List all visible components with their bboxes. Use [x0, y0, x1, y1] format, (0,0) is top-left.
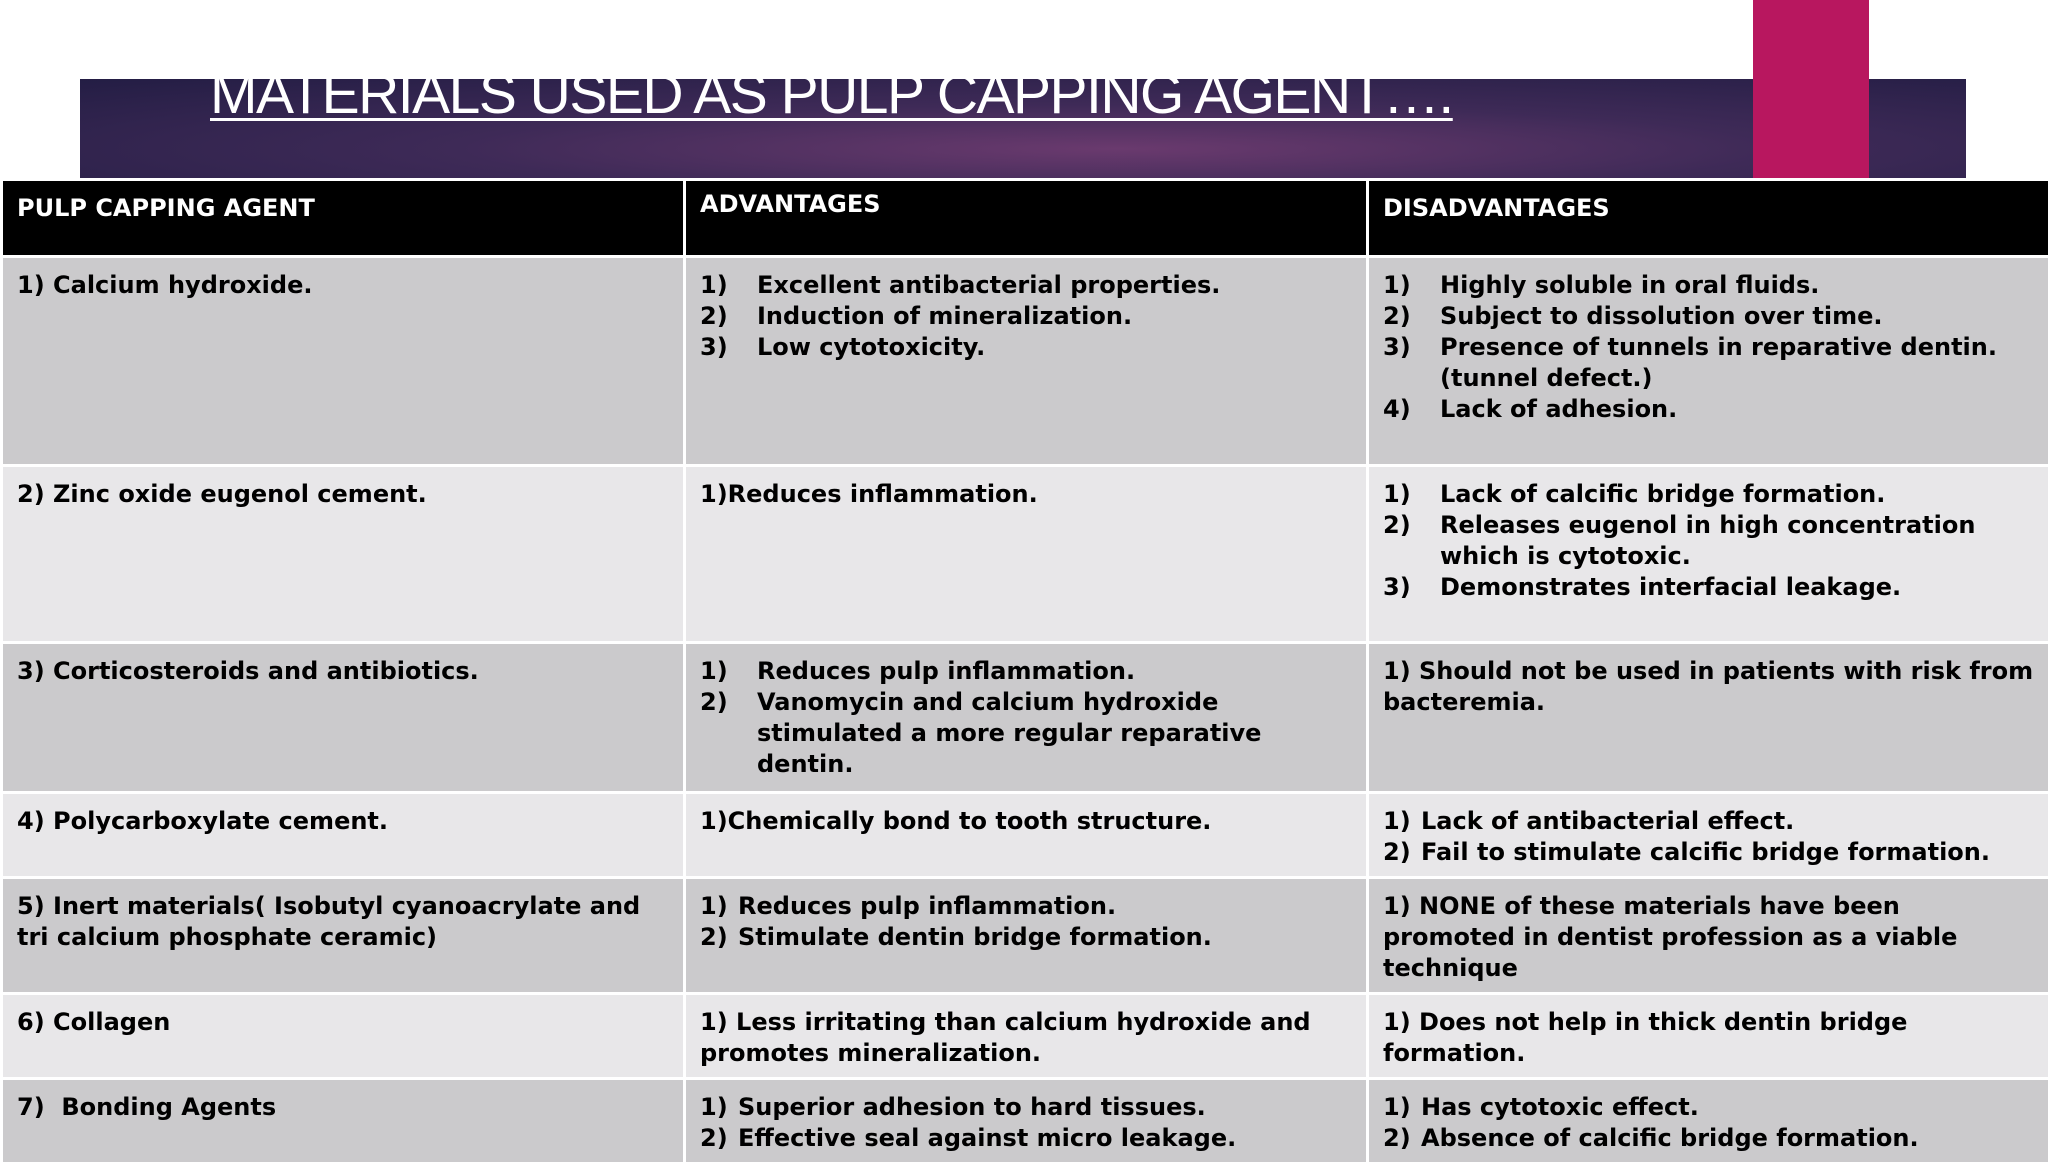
list-item-text: Reduces pulp inflammation.	[738, 891, 1352, 922]
list-item	[700, 301, 1352, 332]
agent-cell: 4) Polycarboxylate cement.	[2, 793, 685, 878]
list-item-number: 1)	[700, 270, 757, 301]
list-item	[1383, 479, 2034, 510]
list-item-text: Low cytotoxicity.	[757, 332, 1352, 363]
list-item	[1383, 837, 2034, 868]
advantages-cell	[685, 1079, 1368, 1164]
list-item-text: Excellent antibacterial properties.	[757, 270, 1352, 301]
list-item-number: 1)	[1383, 806, 1421, 837]
list-item-text: Lack of antibacterial effect.	[1421, 806, 2034, 837]
list-item-number: 1)	[700, 656, 757, 687]
list-item	[1383, 510, 2034, 572]
disadvantages-cell	[1368, 257, 2048, 466]
advantages-list	[700, 891, 1352, 953]
list-item-number: 1)	[1383, 270, 1440, 301]
list-item	[700, 891, 1352, 922]
table-row	[2, 1079, 2048, 1164]
list-item-number: 2)	[1383, 510, 1440, 572]
disadvantages-cell: 1) Does not help in thick dentin bridge formation.	[1368, 994, 2048, 1079]
list-item-text: Highly soluble in oral fluids.	[1440, 270, 2034, 301]
advantages-cell: 1) Less irritating than calcium hydroxide and promotes mineralization.	[685, 994, 1368, 1079]
list-item-text: Presence of tunnels in reparative dentin.(tunnel defect.)	[1440, 332, 2034, 394]
list-item-number: 2)	[1383, 301, 1440, 332]
header-agent: PULP CAPPING AGENT	[2, 180, 685, 257]
list-item-number: 1)	[700, 1092, 738, 1123]
list-item	[1383, 394, 2034, 425]
list-item	[700, 1092, 1352, 1123]
list-item	[700, 1123, 1352, 1154]
list-item-text: Lack of adhesion.	[1440, 394, 2034, 425]
list-item	[700, 687, 1352, 780]
agent-cell: 2) Zinc oxide eugenol cement.	[2, 466, 685, 643]
advantages-cell	[685, 878, 1368, 994]
table-row	[2, 643, 2048, 793]
list-item-text: Has cytotoxic effect.	[1421, 1092, 2034, 1123]
pulp-capping-table	[0, 178, 2048, 1165]
list-item	[1383, 270, 2034, 301]
list-item-number: 3)	[1383, 572, 1440, 603]
list-item-text: Releases eugenol in high concentration which is cytotoxic.	[1440, 510, 2034, 572]
table-row	[2, 878, 2048, 994]
list-item-text: Superior adhesion to hard tissues.	[738, 1092, 1352, 1123]
header-advantages: ADVANTAGES	[685, 180, 1368, 257]
list-item-text: Stimulate dentin bridge formation.	[738, 922, 1352, 953]
header-disadvantages: DISADVANTAGES	[1368, 180, 2048, 257]
table-header-row	[2, 180, 2048, 257]
list-item-text: Absence of calcific bridge formation.	[1421, 1123, 2034, 1154]
list-item	[700, 656, 1352, 687]
agent-cell: 1) Calcium hydroxide.	[2, 257, 685, 466]
list-item-number: 1)	[1383, 1092, 1421, 1123]
agent-cell: 3) Corticosteroids and antibiotics.	[2, 643, 685, 793]
list-item-number: 2)	[1383, 1123, 1421, 1154]
table-row	[2, 257, 2048, 466]
table-row	[2, 994, 2048, 1079]
disadvantages-cell	[1368, 466, 2048, 643]
list-item-number: 2)	[700, 687, 757, 780]
agent-cell: 6) Collagen	[2, 994, 685, 1079]
disadvantages-list	[1383, 479, 2034, 603]
list-item	[1383, 1123, 2034, 1154]
list-item	[1383, 572, 2034, 603]
disadvantages-cell: 1) Should not be used in patients with risk from bacteremia.	[1368, 643, 2048, 793]
list-item-text: Effective seal against micro leakage.	[738, 1123, 1352, 1154]
list-item	[1383, 301, 2034, 332]
agent-cell: 5) Inert materials( Isobutyl cyanoacrylate and tri calcium phosphate ceramic)	[2, 878, 685, 994]
table-row	[2, 466, 2048, 643]
list-item-number: 2)	[700, 922, 738, 953]
list-item-text: Induction of mineralization.	[757, 301, 1352, 332]
list-item-number: 2)	[700, 301, 757, 332]
table-row	[2, 793, 2048, 878]
list-item-number: 1)	[700, 891, 738, 922]
advantages-list	[700, 656, 1352, 780]
advantages-cell	[685, 257, 1368, 466]
advantages-cell	[685, 643, 1368, 793]
list-item	[1383, 1092, 2034, 1123]
advantages-list	[700, 1092, 1352, 1154]
list-item	[700, 270, 1352, 301]
disadvantages-cell	[1368, 793, 2048, 878]
slide-title: MATERIALS USED AS PULP CAPPING AGENT….	[210, 66, 1453, 123]
list-item	[700, 922, 1352, 953]
disadvantages-list	[1383, 270, 2034, 425]
list-item-number: 3)	[700, 332, 757, 363]
list-item-text: Reduces pulp inflammation.	[757, 656, 1352, 687]
list-item-text: Demonstrates interfacial leakage.	[1440, 572, 2034, 603]
agent-cell: 7) Bonding Agents	[2, 1079, 685, 1164]
disadvantages-list	[1383, 1092, 2034, 1154]
list-item-number: 2)	[1383, 837, 1421, 868]
list-item	[700, 332, 1352, 363]
list-item-text: Lack of calcific bridge formation.	[1440, 479, 2034, 510]
list-item-number: 1)	[1383, 479, 1440, 510]
disadvantages-list	[1383, 806, 2034, 868]
advantages-cell: 1)Reduces inflammation.	[685, 466, 1368, 643]
list-item-text: Vanomycin and calcium hydroxide stimulated a more regular reparative dentin.	[757, 687, 1352, 780]
list-item-text: Subject to dissolution over time.	[1440, 301, 2034, 332]
disadvantages-cell	[1368, 1079, 2048, 1164]
advantages-list	[700, 270, 1352, 363]
advantages-cell: 1)Chemically bond to tooth structure.	[685, 793, 1368, 878]
list-item-number: 4)	[1383, 394, 1440, 425]
list-item-number: 3)	[1383, 332, 1440, 394]
list-item-text: Fail to stimulate calcific bridge formation.	[1421, 837, 2034, 868]
disadvantages-cell: 1) NONE of these materials have been promoted in dentist profession as a viable technique	[1368, 878, 2048, 994]
list-item	[1383, 332, 2034, 394]
accent-bar	[1753, 0, 1869, 179]
list-item-number: 2)	[700, 1123, 738, 1154]
list-item	[1383, 806, 2034, 837]
